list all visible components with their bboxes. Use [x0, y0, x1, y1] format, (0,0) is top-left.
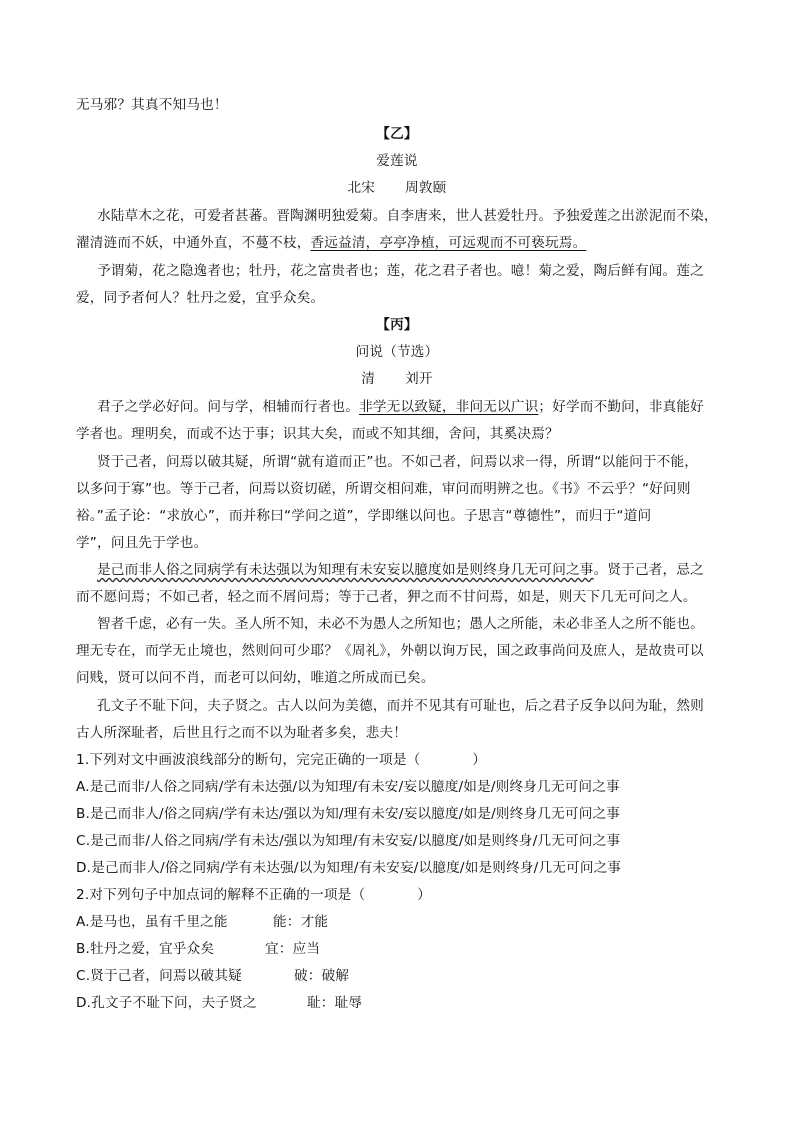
paragraph-line [76, 233, 734, 253]
section-heading-bing: 【丙】 [376, 317, 418, 333]
question-1 [76, 750, 734, 770]
paragraph-line: 智者千虑，必有一失。圣人所不知，未必不为愚人之所知也；愚人之所能，未必非圣人之所不能也。 [97, 616, 704, 632]
paragraph-line: 学者也。理明矣，而或不达于事；识其大矣，而或不知其细，舍问，其奚决焉？ [76, 426, 559, 442]
option-explanation: 宜：应当 [265, 941, 321, 957]
author-dynasty: 清 [361, 371, 376, 387]
option-d [76, 993, 734, 1013]
wavy-underlined-text: 是己而非人俗之同病学有未达强以为知理有未安妄以臆度如是则终身几无可问之事 [97, 562, 594, 578]
option-c: C.是己而非/人俗之同病/学有未达/强以为知理/有未安妄/以臆度/如是则终身/几无可问之事 [76, 833, 621, 849]
paragraph-line: 贤于己者，问焉以破其疑，所谓“就有道而正”也。不如己者，问焉以求一得，所谓“以能问于不能， [97, 454, 699, 470]
paragraph-line: 学”，问且先于学也。 [76, 535, 208, 551]
paragraph-line [97, 560, 734, 580]
option-a [76, 912, 734, 932]
section-heading-yi: 【乙】 [376, 126, 418, 142]
question-text-end: ） [417, 887, 432, 903]
paragraph-line: 以多问于寡”也。等于己者，问焉以资切磋，所谓交相问难，审问而明辨之也。《书》不云乎？“好问则 [76, 481, 691, 497]
option-sentence: C.贤于己者，问焉以破其疑 [76, 968, 242, 984]
question-2 [76, 885, 734, 905]
option-explanation: 耻：耻辱 [307, 995, 363, 1011]
essay-byline [0, 178, 794, 198]
author-dynasty: 北宋 [347, 180, 376, 196]
paragraph-line: 古人所深耻者，后世且行之而不以为耻者多矣，悲夫！ [76, 725, 408, 741]
essay-title: 爱莲说 [376, 153, 418, 169]
paragraph-line: 问贱，贤可以问不肖，而老可以问幼，唯道之所成而已矣。 [76, 670, 435, 686]
author-name: 刘开 [405, 371, 433, 387]
question-text: 2.对下列句子中加点词的解释不正确的一项是（ [76, 887, 366, 903]
underlined-text: 非学无以致疑，非问无以广识 [359, 399, 539, 415]
text-line: 无马邪？其真不知马也！ [76, 97, 228, 113]
paragraph-line: 予谓菊，花之隐逸者也；牡丹，花之富贵者也；莲，花之君子者也。噫！菊之爱，陶后鲜有闻。莲之 [97, 263, 704, 279]
option-b [76, 939, 734, 959]
option-explanation: 能：才能 [273, 914, 329, 930]
plain-text: 。贤于己者，忌之 [593, 562, 704, 578]
plain-text: 濯清涟而不妖，中通外直，不蔓不枝， [76, 235, 311, 251]
option-a: A.是己而非/人俗之同病/学有未达强/以为知理/有未安/妄以臆度/如是/则终身几无可问之事 [76, 779, 620, 795]
option-sentence: B.牡丹之爱，宜乎众矣 [76, 941, 215, 957]
paragraph-line: 而不愿问焉；不如己者，轻之而不屑问焉；等于己者，狎之而不甘问焉，如是，则天下几无可问之人。 [76, 589, 697, 605]
option-c [76, 966, 734, 986]
plain-text: ；好学而不勤问，非真能好 [538, 399, 704, 415]
essay-title: 问说（节选） [355, 344, 439, 360]
option-b: B.是己而非人/俗之同病/学有未达/强以为知/理有未安/妄以臆度/如是/则终身几无可问之事 [76, 806, 621, 822]
paragraph-line: 水陆草木之花，可爱者甚蕃。晋陶渊明独爱菊。自李唐来，世人甚爱牡丹。予独爱莲之出淤泥而不染， [97, 208, 718, 224]
underlined-text: 香远益清，亭亭净植，可远观而不可亵玩焉。 [310, 235, 587, 251]
paragraph-line: 孔文子不耻下问，夫子贤之。古人以问为美德，而并不见其有可耻也，后之君子反争以问为耻，然则 [97, 698, 704, 714]
option-sentence: A.是马也，虽有千里之能 [76, 914, 228, 930]
paragraph-line: 理无专在，而学无止境也，然则问可少耶？《周礼》，外朝以询万民，国之政事尚问及庶人，是故贵可以 [76, 643, 704, 659]
question-text: 1.下列对文中画波浪线部分的断句，完完正确的一项是（ [76, 752, 421, 768]
plain-text: 君子之学必好问。问与学，相辅而行者也。 [97, 399, 360, 415]
option-explanation: 破：破解 [294, 968, 350, 984]
paragraph-line: 爱，同予者何人？牡丹之爱，宜乎众矣。 [76, 290, 325, 306]
paragraph-line [97, 397, 734, 417]
question-text-end: ） [472, 752, 487, 768]
paragraph-line: 裕。”孟子论：“求放心”，而并称曰“学问之道”，学即继以问也。子思言“尊德性”，而归于“道问 [76, 508, 652, 524]
essay-byline [0, 369, 794, 389]
option-d: D.是己而非人/俗之同病/学有未达强/以为知理/有未安妄/以臆度/如是则终身/几无可问之事 [76, 860, 622, 876]
author-name: 周敦颐 [405, 180, 447, 196]
option-sentence: D.孔文子不耻下问，夫子贤之 [76, 995, 257, 1011]
